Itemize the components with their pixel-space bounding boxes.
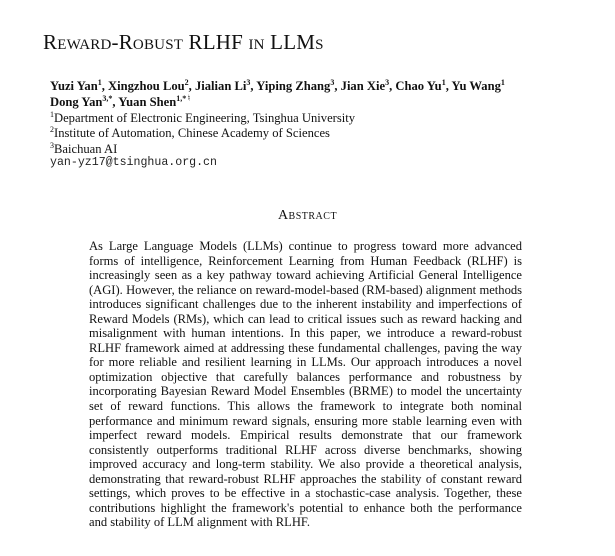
author: Yuan Shen$^{1,*}$: [118, 94, 187, 109]
author: Dong Yan$^{3,*}$: [50, 94, 113, 109]
affiliation-3: $^3$Baichuan AI: [50, 141, 118, 156]
author: Yu Wang$^1$: [451, 78, 505, 93]
author: Jialian Li$^3$: [194, 78, 251, 93]
abstract-body: As Large Language Models (LLMs) continue to progress toward more advanced forms of intelligence, Reinforcement Learning from Human Feedback (RLHF) is increasingly seen as a key pathway toward achieving Artificial General Intelligence (AGI). However, the reliance on reward-model-based (RM-based) alignment methods introduces significant challenges due to the inherent instability and imperfections of Reward Models (RMs), which can lead to critical issues such as reward hacking and misalignment with human intentions. In this paper, we introduce a reward-robust RLHF framework aimed at addressing these fundamental challenges, paving the way for more reliable and resilient learning in LLMs. Our approach introduces a novel optimization objective that carefully balances performance and robustness by incorporating Bayesian Reward Model Ensembles (BRME) to model the uncertainty set of reward functions. This allows the framework to integrate both nominal performance and minimum reward signals, ensuring more stable learning even with imperfect reward models. Empirical results demonstrate that our framework consistently outperforms traditional RLHF across diverse benchmarks, showing improved accuracy and long-term stability. We also provide a theoretical analysis, demonstrating that reward-robust RLHF approaches the stability of constant reward settings, which proves to be effective in a stochastic-case analysis. Together, these contributions highlight the framework's potential to enhance both the performance and stability of LLM alignment with RLHF.: [89, 239, 522, 530]
abstract-heading: Abstract: [277, 208, 338, 223]
author-list: Yuzi Yan$^1$, Xingzhou Lou$^2$, Jialian Li$^3$, Yiping Zhang$^3$, Jian Xie$^3$, Chao Yu$^1$, Yu Wang$^1$ Dong Yan$^{3,*}$, Yuan Shen$^{1,*♮}$: [50, 78, 505, 109]
author: Yiping Zhang$^3$: [256, 78, 335, 93]
contact-email[interactable]: yan-yz17@tsinghua.org.cn: [50, 156, 217, 169]
author: Jian Xie$^3$: [340, 78, 390, 93]
affiliation-2: $^2$Institute of Automation, Chinese Academy of Sciences: [50, 125, 330, 140]
author: Yuzi Yan$^1$: [50, 78, 102, 93]
author: Chao Yu$^1$: [395, 78, 446, 93]
author: Xingzhou Lou$^2$: [108, 78, 189, 93]
affiliation-1: $^1$Department of Electronic Engineering, Tsinghua University: [50, 110, 356, 125]
author-note-mark: ♮: [187, 93, 191, 103]
paper-title: Reward-Robust RLHF in LLMs: [43, 30, 324, 54]
